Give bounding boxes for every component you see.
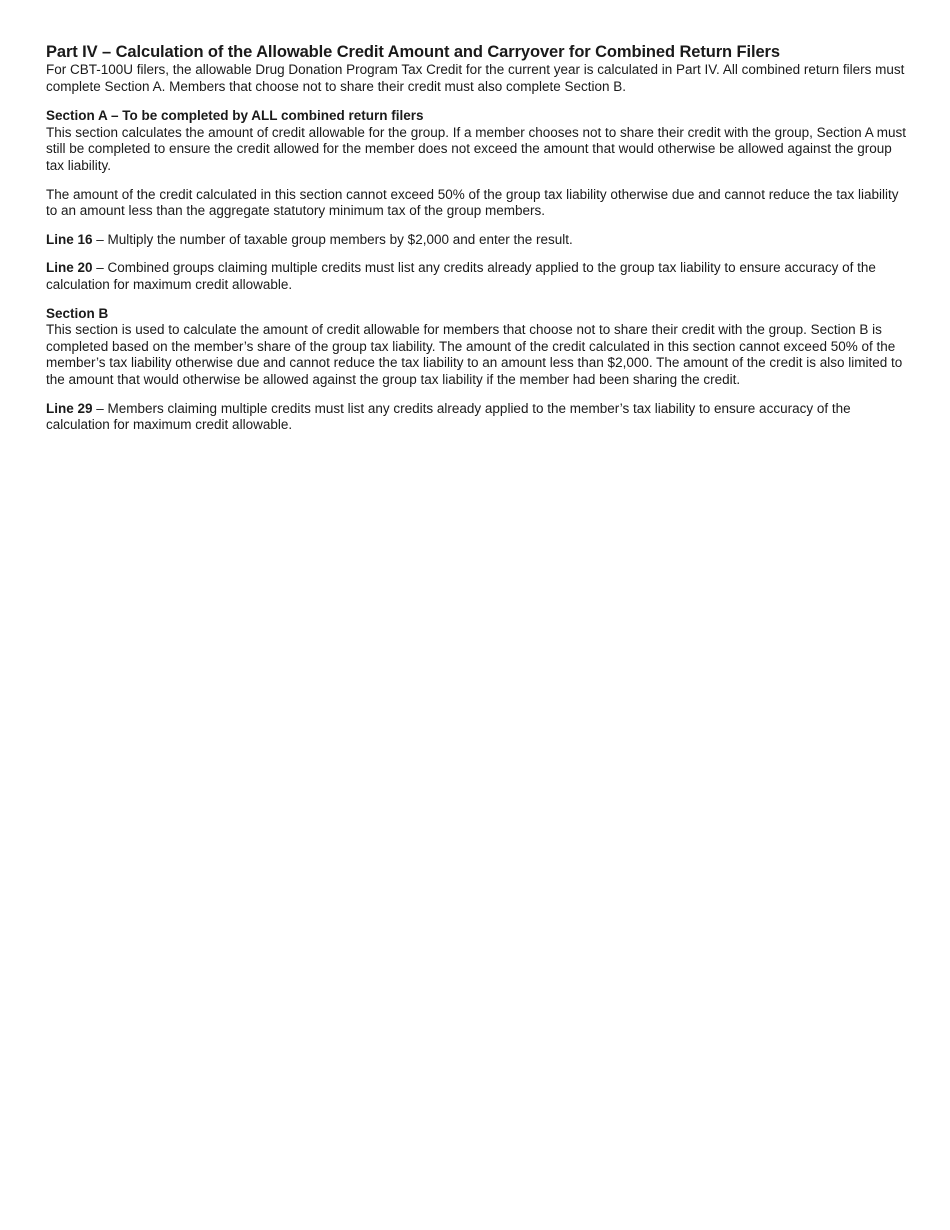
line-instruction (46, 232, 908, 249)
section-b-heading: Section B (46, 305, 109, 321)
line-text: – Members claiming multiple credits must list any credits already applied to the member’s tax liability to ensure accuracy of the calculation for maximum credit allowable. (46, 400, 851, 433)
section-a-paragraph: The amount of the credit calculated in this section cannot exceed 50% of the group tax liability otherwise due and cannot reduce the tax liability to an amount less than the aggregate statutory minimum tax of the group members. (46, 186, 899, 219)
line-label: Line 16 (46, 231, 93, 247)
line-label: Line 20 (46, 260, 93, 276)
line-label: Line 29 (46, 400, 93, 416)
part-title: Part IV – Calculation of the Allowable Credit Amount and Carryover for Combined Return Filers (46, 43, 780, 61)
line-text: – Multiply the number of taxable group members by $2,000 and enter the result. (92, 231, 573, 247)
part-intro: For CBT-100U filers, the allowable Drug Donation Program Tax Credit for the current year is calculated in Part IV. All combined return filers must complete Section A. Members that choose not to share their credit must also complete Section B. (46, 62, 905, 94)
section-a-paragraph: This section calculates the amount of credit allowable for the group. If a member chooses not to share their credit with the group, Section A must still be completed to ensure the credit allowed for the member does not exceed the amount that would otherwise be allowed against the group tax liability. (46, 124, 906, 173)
section-b-paragraph: This section is used to calculate the amount of credit allowable for members that choose not to share their credit with the group. Section B is completed based on the member’s share of the group tax liability. The amount of the credit calculated in this section cannot exceed 50% of the member’s tax liability otherwise due and cannot reduce the tax liability to an amount less than $2,000. The amount of the credit is also limited to the amount that would otherwise be allowed against the group tax liability if the member had been sharing the credit. (46, 322, 903, 387)
line-instruction (46, 260, 908, 293)
line-instruction (46, 401, 908, 434)
section-a (46, 108, 908, 293)
instructions-page (46, 42, 908, 434)
line-text: – Combined groups claiming multiple credits must list any credits already applied to the group tax liability to ensure accuracy of the calculation for maximum credit allowable. (46, 260, 876, 292)
section-a-heading: Section A – To be completed by ALL combined return filers (46, 108, 424, 124)
section-b (46, 306, 908, 434)
